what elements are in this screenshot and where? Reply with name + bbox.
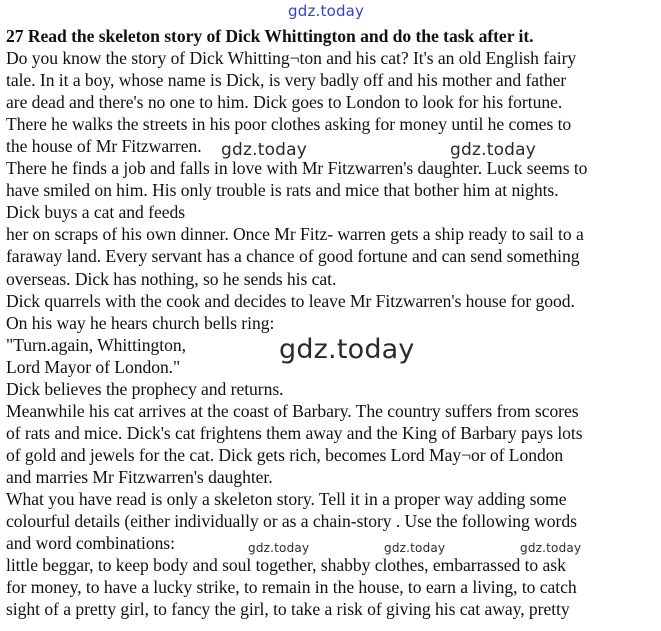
watermark-mid-left: gdz.today	[221, 140, 308, 160]
text-line: of rats and mice. Dick's cat frightens them away and the King of Barbary pays lots	[6, 422, 583, 443]
text-line: her on scraps of his own dinner. Once Mr Fitz- warren gets a ship ready to sail to a	[6, 224, 584, 245]
text-line: There he finds a job and falls in love with Mr Fitzwarren's daughter. Luck seems to	[6, 158, 588, 179]
task-text	[6, 25, 658, 620]
text-line: Do you know the story of Dick Whitting¬ton and his cat? It's an old English fairy	[6, 48, 577, 69]
watermark-small-3: gdz.today	[520, 541, 582, 555]
text-line: overseas. Dick has nothing, so he sends his cat.	[6, 268, 337, 289]
text-line: Dick quarrels with the cook and decides to leave Mr Fitzwarren's house for good.	[6, 290, 575, 311]
text-line: and marries Mr Fitzwarren's daughter.	[6, 466, 273, 487]
text-line: are dead and there's no one to him. Dick goes to London to look for his fortune.	[6, 92, 563, 113]
watermark-small-1: gdz.today	[248, 541, 310, 555]
text-line: On his way he hears church bells ring:	[6, 312, 275, 333]
text-line: faraway land. Every servant has a chance of good fortune and can send something	[6, 246, 580, 267]
text-line: Dick buys a cat and feeds	[6, 202, 186, 223]
watermark-top: gdz.today	[288, 2, 365, 20]
text-line: sight of a pretty girl, to fancy the girl, to take a risk of giving his cat away, pretty	[6, 599, 570, 620]
text-line: Dick believes the prophecy and returns.	[6, 378, 284, 399]
text-line: "Turn.again, Whittington,	[6, 334, 186, 355]
text-line: for money, to have a lucky strike, to remain in the house, to earn a living, to catch	[6, 577, 577, 598]
watermark-small-2: gdz.today	[384, 541, 446, 555]
text-line: tale. In it a boy, whose name is Dick, is very badly off and his mother and father	[6, 70, 567, 91]
text-line: of gold and jewels for the cat. Dick gets rich, becomes Lord May¬or of London	[6, 444, 564, 465]
text-line: There he walks the streets in his poor clothes asking for money until he comes to	[6, 114, 572, 135]
text-line: and word combinations:	[6, 533, 175, 554]
text-line: What you have read is only a skeleton story. Tell it in a proper way adding some	[6, 488, 567, 509]
watermark-large: gdz.today	[279, 334, 415, 365]
watermark-mid-right: gdz.today	[450, 140, 537, 160]
text-line: have smiled on him. His only trouble is rats and mice that bother him at nights.	[6, 180, 559, 201]
text-line: the house of Mr Fitzwarren.	[6, 136, 202, 157]
text-line: little beggar, to keep body and soul together, shabby clothes, embarrassed to ask	[6, 555, 566, 576]
text-line: colourful details (either individually or as a chain-story . Use the following words	[6, 511, 577, 532]
text-line: Lord Mayor of London."	[6, 356, 181, 377]
text-line: Meanwhile his cat arrives at the coast of Barbary. The country suffers from scores	[6, 400, 579, 421]
task-title: 27 Read the skeleton story of Dick Whittington and do the task after it.	[6, 26, 534, 46]
